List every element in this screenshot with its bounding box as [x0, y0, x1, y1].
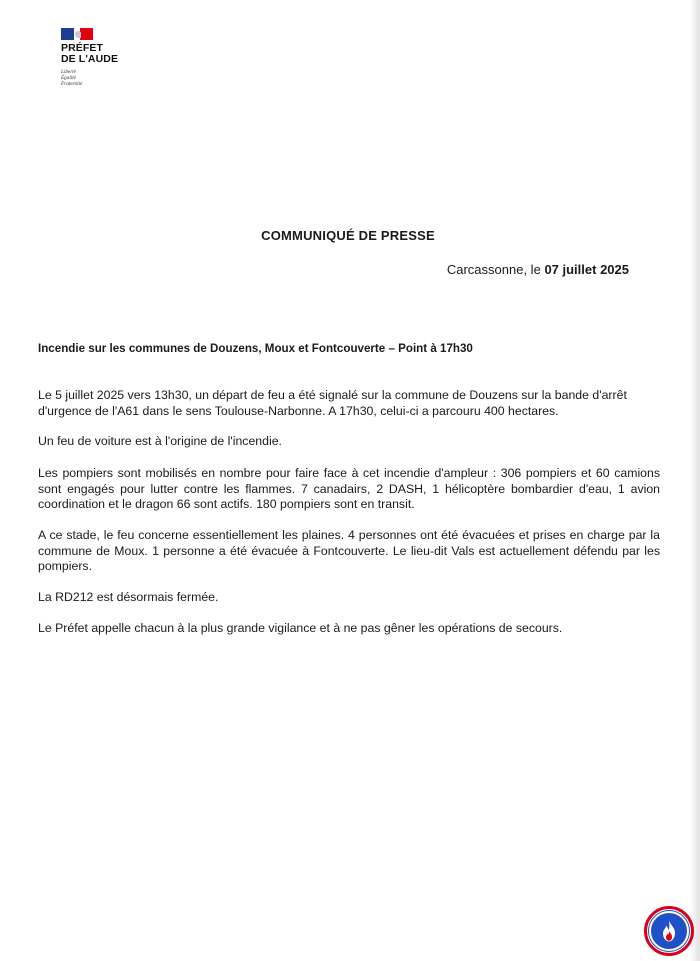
press-release-subject: Incendie sur les communes de Douzens, Moux et Fontcouverte – Point à 17h30: [38, 342, 473, 355]
paragraph-road-closure: La RD212 est désormais fermée.: [38, 590, 219, 604]
motto-liberte: Liberté: [61, 69, 76, 75]
paragraph-evacuations: A ce stade, le feu concerne essentiellement les plaines. 4 personnes ont été évacuées et prises en charge par la commune de Moux. 1 personne a été évacuée à Fontcouverte. Le lieu-dit Vals est actuellement défendu par les pompiers.: [38, 528, 660, 573]
prefecture-logo: [61, 28, 151, 88]
page-edge-shadow: [690, 0, 700, 961]
republic-motto: [61, 69, 151, 88]
motto-fraternite: Fraternité: [61, 81, 83, 88]
paragraph-firefighters: Les pompiers sont mobilisés en nombre pour faire face à cet incendie d'ampleur : 306 pompiers et 60 camions sont engagés pour lutter contre les flammes. 7 canadairs, 2 DASH, 1 hélicoptère bombardier d'eau, 1 avion coordination et le dragon 66 sont actifs. 180 pompiers sont en transit.: [38, 466, 660, 511]
paragraph-vigilance: Le Préfet appelle chacun à la plus grande vigilance et à ne pas gêner les opérations de secours.: [38, 621, 563, 635]
badge-inner-circle: [649, 911, 689, 951]
paragraph-fire-origin: Un feu de voiture est à l'origine de l'incendie.: [38, 434, 282, 448]
motto-egalite: Égalité: [61, 75, 76, 82]
dateline-date: 07 juillet 2025: [544, 262, 629, 277]
dateline-place: Carcassonne, le: [446, 262, 541, 277]
emergency-badge: [644, 906, 694, 956]
document-heading: COMMUNIQUÉ DE PRESSE: [261, 228, 435, 243]
logo-title-line2: DE L'AUDE: [61, 53, 119, 65]
marianne-flag-icon: [61, 28, 93, 40]
logo-title-line1: PRÉFET: [61, 42, 104, 54]
dateline: [447, 262, 629, 277]
paragraph-fire-start: Le 5 juillet 2025 vers 13h30, un départ de feu a été signalé sur la commune de Douzens sur la bande d'arrêt d'urgence de l'A61 dans le sens Toulouse-Narbonne. A 17h30, celui-ci a parcouru 400 hectares.: [38, 388, 627, 418]
flame-icon: [659, 919, 679, 943]
